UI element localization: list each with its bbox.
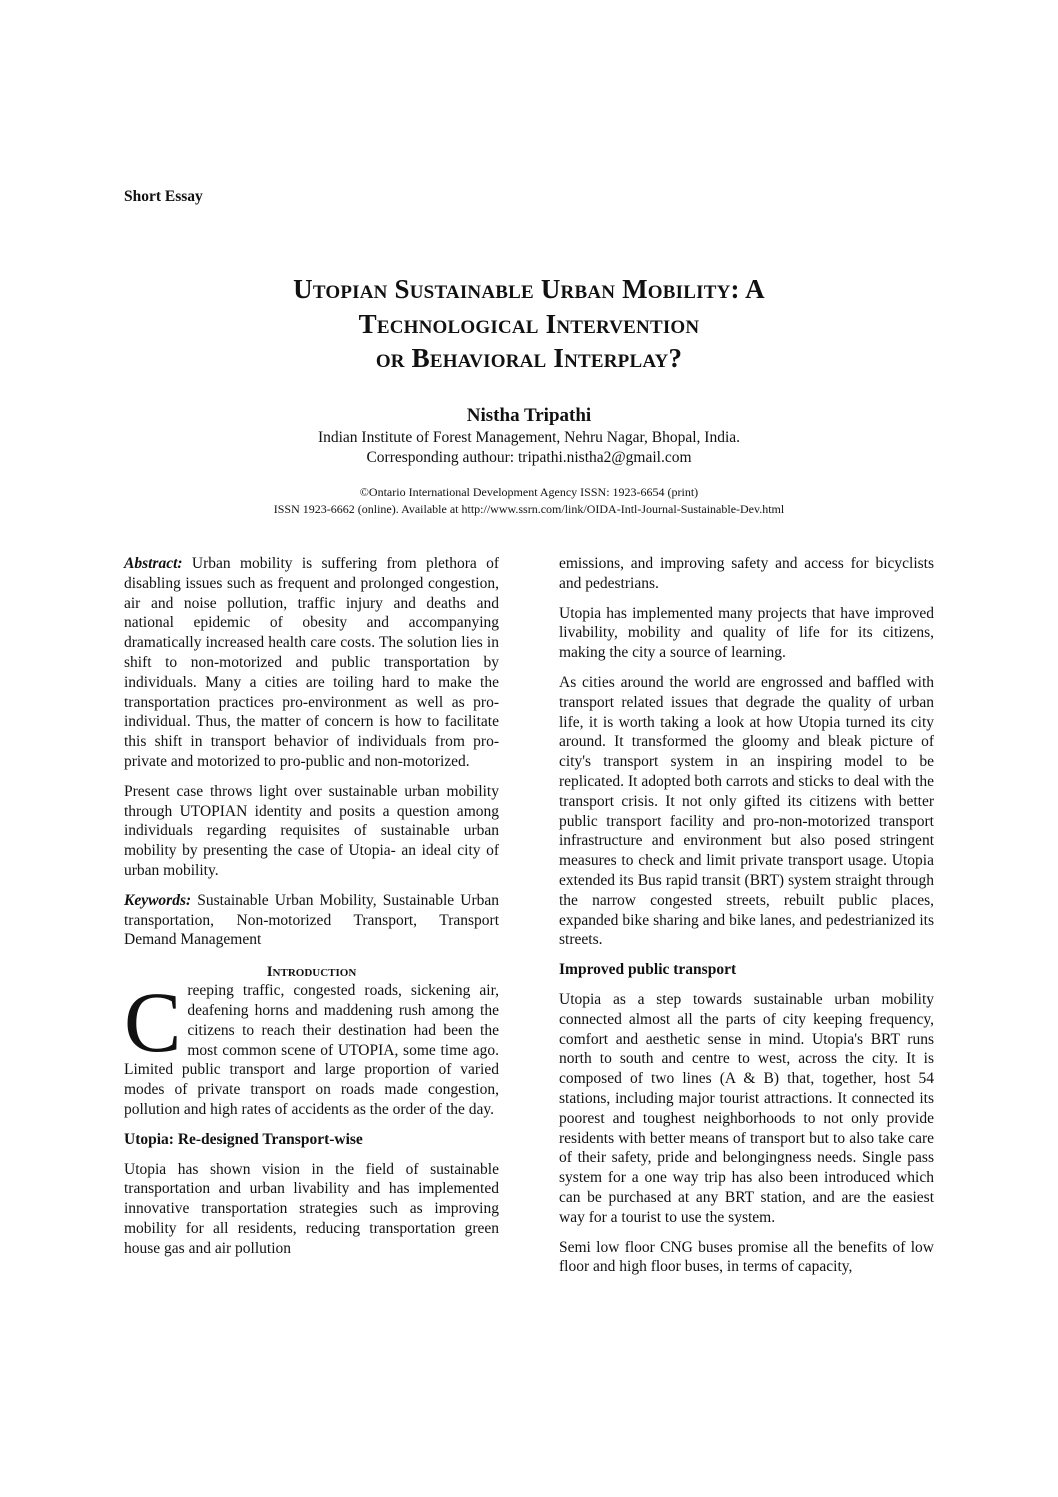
cng-paragraph: Semi low floor CNG buses promise all the benefits of low floor and high floor buses, in terms of capacity, xyxy=(559,1238,934,1276)
keywords-text: Sustainable Urban Mobility, Sustainable Urban transportation, Non-motorized Transport, Transport Demand Management xyxy=(124,891,499,949)
right-column xyxy=(559,554,934,1287)
introduction-heading: Introduction xyxy=(266,964,357,981)
section-label: Short Essay xyxy=(124,188,203,205)
copyright-line-1: ©Ontario International Development Agency ISSN: 1923-6654 (print) xyxy=(359,485,699,499)
left-column xyxy=(124,554,499,1269)
abstract-paragraph-2: Present case throws light over sustainable urban mobility through UTOPIAN identity and posits a question among individuals regarding requisites of sustainable urban mobility by presenting the case of Utopia- an ideal city of urban mobility. xyxy=(124,782,499,879)
redesigned-paragraph: Utopia has shown vision in the field of sustainable transportation and urban livability and has implemented innovative transportation strategies such as improving mobility for all residents, reducing transportation green house gas and air pollution xyxy=(124,1160,499,1257)
drop-cap: C xyxy=(124,974,182,1071)
title-line-2: Technological Intervention xyxy=(358,308,700,339)
corresponding-author: Corresponding authour: tripathi.nistha2@gmail.com xyxy=(366,449,692,466)
title-line-3: or Behavioral Interplay? xyxy=(375,343,683,373)
copyright-line-2: ISSN 1923-6662 (online). Available at http://www.ssrn.com/link/OIDA-Intl-Journal-Sustainable-Dev.html xyxy=(273,501,785,516)
subheading-redesigned: Utopia: Re-designed Transport-wise xyxy=(124,1130,363,1148)
title-line-1: Utopian Sustainable Urban Mobility: A xyxy=(293,274,765,304)
projects-paragraph: Utopia has implemented many projects that have improved livability, mobility and quality of life for its citizens, making the city a source of learning. xyxy=(559,604,934,662)
brt-paragraph: Utopia as a step towards sustainable urban mobility connected almost all the parts of city keeping frequency, comfort and aesthetic sense in mind. Utopia's BRT runs north to south and centre to west, across the city. It is composed of two lines (A & B) that, together, host 54 stations, including major tourist attractions. It connected its poorest and toughest neighborhoods to not only provide residents with better means of transport but to also take care of their safety, pride and belongingness needs. Single pass system for a one way trip has also been introduced which can be purchased at any BRT station, and are the easiest way for a tourist to use the system. xyxy=(559,990,934,1226)
paper-title xyxy=(120,272,938,376)
continued-paragraph: emissions, and improving safety and access for bicyclists and pedestrians. xyxy=(559,555,934,592)
copyright-notice xyxy=(120,484,938,517)
abstract-text: Urban mobility is suffering from plethora of disabling issues such as frequent and prolonged congestion, air and noise pollution, traffic injury and deaths and national epidemic of obesity and accompanying dramatically increased health care costs. The solution lies in shift to non-motorized and public transportation by individuals. Many a cities are toiling hard to make the transportation practices pro-environment as well as pro-individual. Thus, the matter of concern is how to facilitate this shift in transport behavior of individuals from pro-private and motorized to pro-public and non-motorized. xyxy=(124,555,499,770)
subheading-public-transport: Improved public transport xyxy=(559,961,737,979)
abstract-label: Abstract: xyxy=(124,555,183,572)
introduction-paragraph xyxy=(124,974,499,1120)
cities-paragraph: As cities around the world are engrossed and baffled with transport related issues that degrade the quality of urban life, it is worth taking a look at how Utopia turned its city around. It transformed the gloomy and bleak picture of city's transport system in an inspiring model to be replicated. It adopted both carrots and sticks to deal with the transport crisis. It not only gifted its citizens with better public transport facility and pro-non-motorized transport infrastructure and environment but also posed stringent measures to check and limit private transport usage. Utopia extended its Bus rapid transit (BRT) system straight through the narrow congested streets, rebuilt public places, expanded bike sharing and bike lanes, and pedestrianized its streets. xyxy=(559,673,934,949)
keywords-label: Keywords: xyxy=(124,891,192,909)
abstract xyxy=(124,554,499,772)
introduction-text: reeping traffic, congested roads, sickening air, deafening horns and maddening rush among the citizens to reach their destination had been the most common scene of UTOPIA, some time ago. Limited public transport and large proportion of varied modes of private transport on roads made congestion, pollution and high rates of accidents as the order of the day. xyxy=(124,982,499,1118)
author-name: Nistha Tripathi xyxy=(466,405,592,426)
keywords xyxy=(124,891,499,950)
author-affiliation: Indian Institute of Forest Management, Nehru Nagar, Bhopal, India. xyxy=(317,429,741,446)
author-affiliation-block xyxy=(120,428,938,468)
